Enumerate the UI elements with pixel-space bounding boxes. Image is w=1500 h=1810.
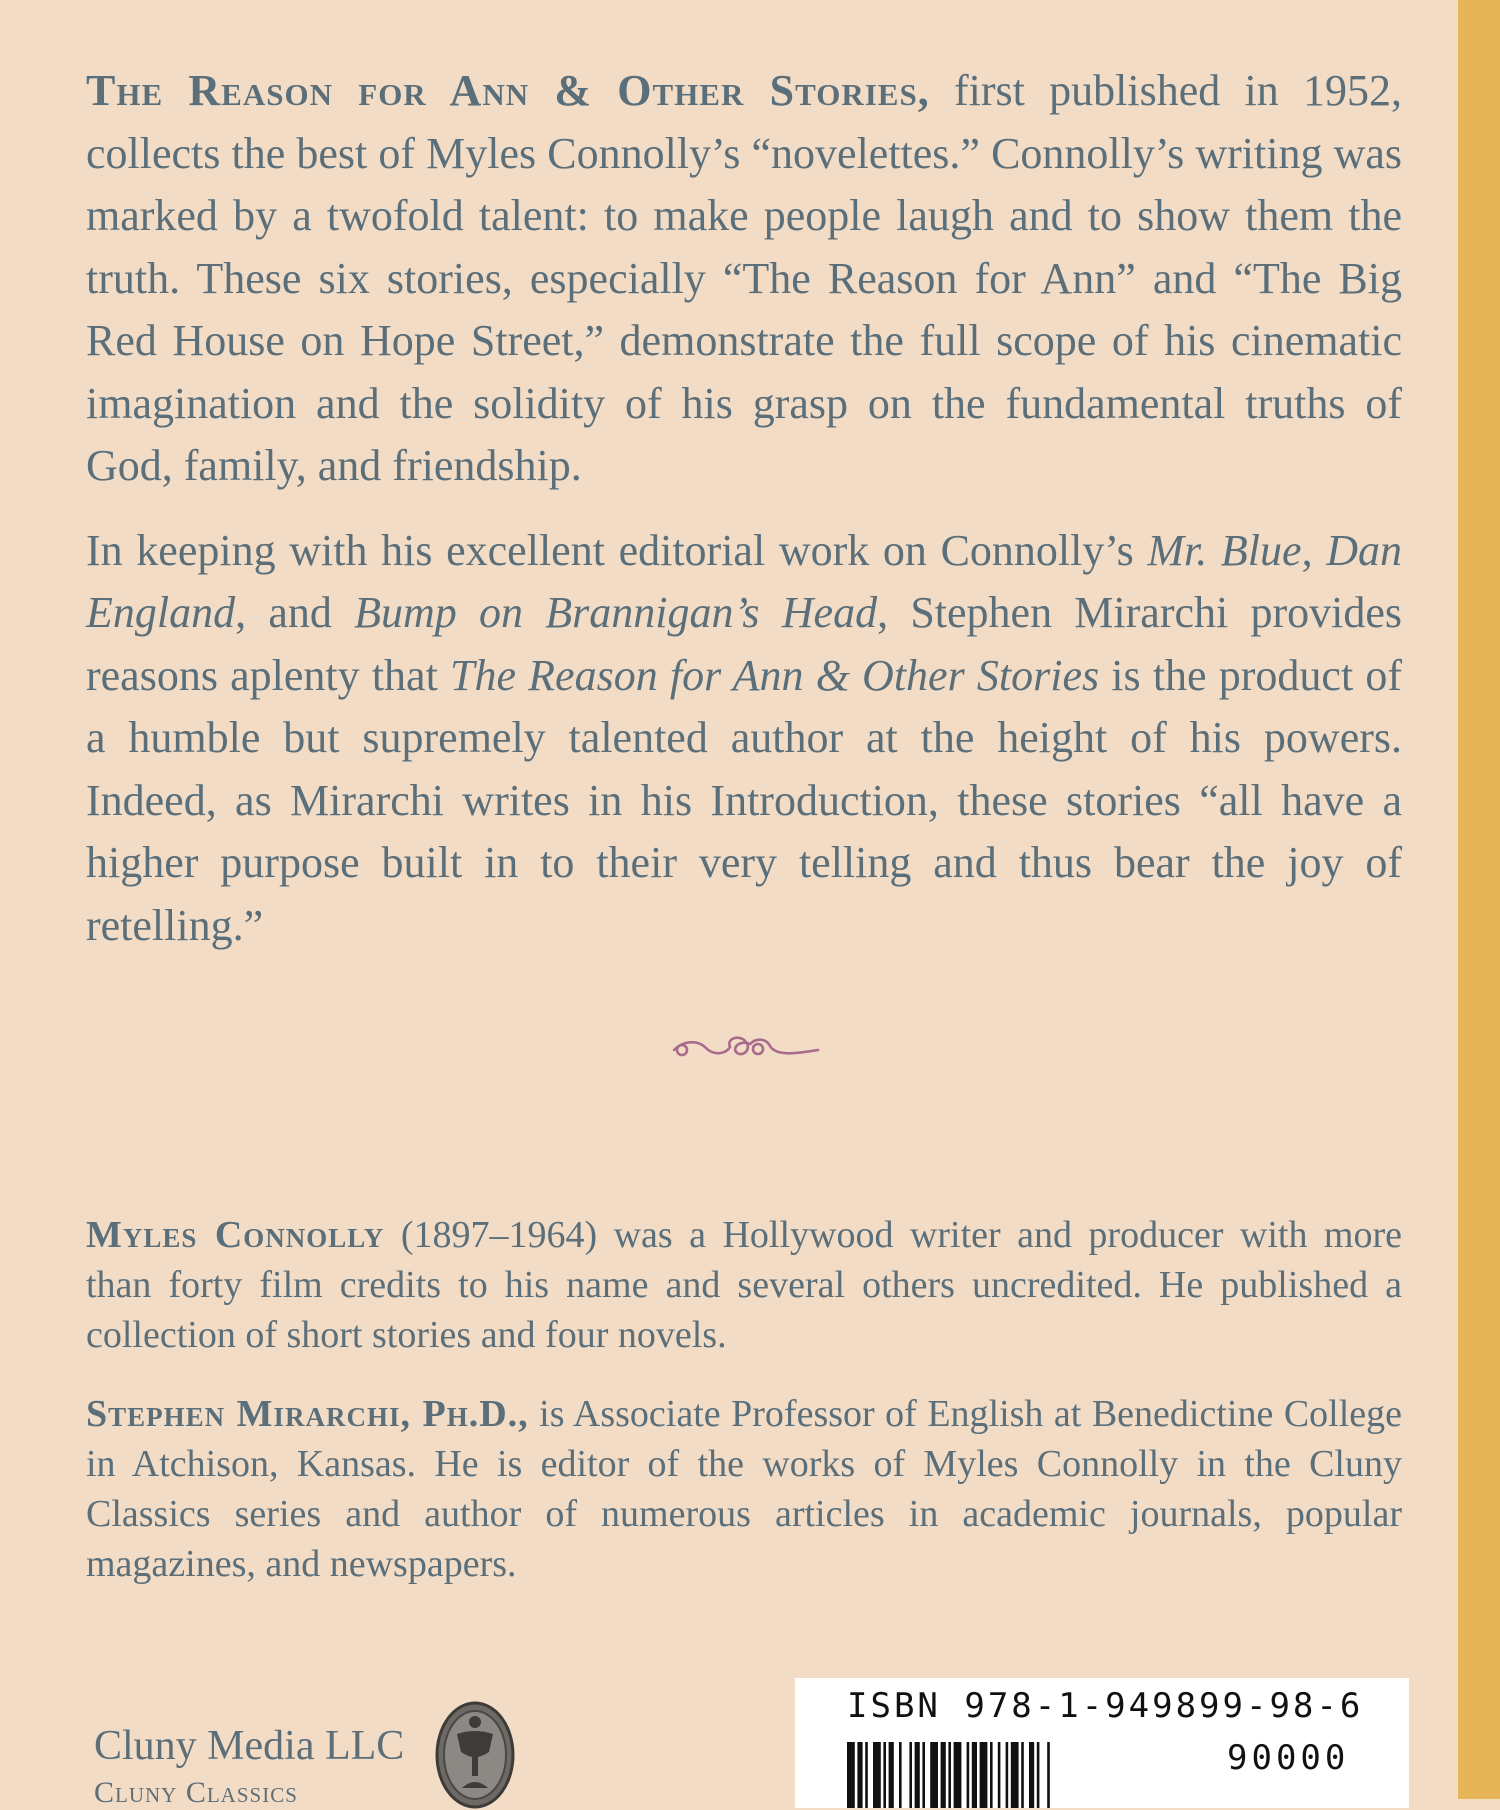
description-text-1: first published in 1952, collects the best of Myles Connolly’s “novelettes.” Connolly’s writing was marked by a twofold talent: to make people laugh and to show them the truth. These six stories, especially “The Reason for Ann” and “The Big Red House on Hope Street,” demonstrate the full scope of his cinematic imagination and the solidity of his grasp on the fundamental truths of God, family, and friendship.: [86, 66, 1403, 490]
barcode-bar: [889, 1742, 894, 1808]
bios: [86, 1210, 1402, 1589]
author-bio: [86, 1210, 1402, 1360]
description-paragraph-2: [86, 520, 1402, 958]
barcode-bar: [847, 1742, 855, 1808]
editor-name: Stephen Mirarchi, Ph.D.,: [86, 1393, 529, 1435]
description-text: , Stephen Mirarchi provides reasons aplenty that: [86, 588, 1403, 700]
barcode-bar: [857, 1742, 862, 1808]
barcode-bar: [899, 1742, 902, 1808]
barcode-bar: [948, 1742, 951, 1808]
book-title-mr-blue: Mr. Blue: [1147, 525, 1302, 575]
book-title-bump: Bump on Brannigan’s Head: [354, 588, 878, 637]
author-name: Myles Connolly: [86, 1214, 385, 1256]
description-text: is the product of a humble but supremely talented author at the height of his powers. Indeed, as Mirarchi writes in his Introduction, these stories “all have a higher purpose built in to their very telling and thus bear the joy of retelling.”: [86, 650, 1402, 950]
barcode-bar: [998, 1742, 1001, 1808]
barcode-bar: [873, 1742, 881, 1808]
publisher-block: [94, 1722, 404, 1810]
barcode-bar: [1037, 1742, 1040, 1808]
author-bio-text: (1897–1964) was a Hollywood writer and producer with more than forty film credits to his name and several others uncredited. He published a collection of short stories and four novels.: [86, 1214, 1403, 1356]
description-text: ,: [1301, 525, 1327, 575]
publisher-series: Cluny Classics: [94, 1776, 298, 1809]
barcode-icon: [847, 1742, 1307, 1808]
barcode-bar: [990, 1742, 993, 1808]
book-title-reason-for-ann: The Reason for Ann & Other Stories: [449, 650, 1100, 700]
isbn-barcode-box: [795, 1678, 1409, 1808]
barcode-bar: [941, 1742, 946, 1808]
description-paragraph-1: [86, 60, 1402, 498]
barcode-bar: [883, 1742, 886, 1808]
barcode-bar: [1029, 1742, 1034, 1808]
spine-band: [1458, 0, 1500, 1799]
isbn-addon-code: 90000: [1227, 1738, 1350, 1778]
barcode-bar: [1011, 1742, 1019, 1808]
isbn-label: ISBN 978-1-949899-98-6: [847, 1686, 1364, 1726]
book-title: The Reason for Ann & Other Stories,: [86, 66, 930, 115]
barcode-bar: [967, 1742, 970, 1808]
barcode-bar: [922, 1742, 925, 1808]
description-text: In keeping with his excellent editorial work on Connolly’s: [86, 525, 1148, 575]
barcode-bar: [915, 1742, 920, 1808]
barcode-bar: [980, 1742, 988, 1808]
barcode-bar: [1006, 1742, 1009, 1808]
publisher-name: Cluny Media LLC: [94, 1723, 405, 1769]
barcode-bar: [1047, 1742, 1050, 1808]
description-text: , and: [235, 588, 355, 637]
chalice-seal-icon: [434, 1700, 516, 1810]
barcode-bar: [909, 1742, 912, 1808]
flourish-ornament-icon: [670, 1030, 822, 1066]
barcode-bar: [1021, 1742, 1024, 1808]
barcode-bar: [930, 1742, 938, 1808]
book-title-dan-england: Dan England: [86, 525, 1402, 637]
editor-bio: [86, 1389, 1402, 1589]
editor-bio-text: is Associate Professor of English at Benedictine College in Atchison, Kansas. He is editor of the works of Myles Connolly in the Cluny Classics series and author of numerous articles in academic journals, popular magazines, and newspapers.: [86, 1393, 1403, 1585]
book-description: [86, 60, 1402, 957]
barcode-bar: [865, 1742, 868, 1808]
barcode-bar: [972, 1742, 977, 1808]
barcode-bar: [954, 1742, 962, 1808]
